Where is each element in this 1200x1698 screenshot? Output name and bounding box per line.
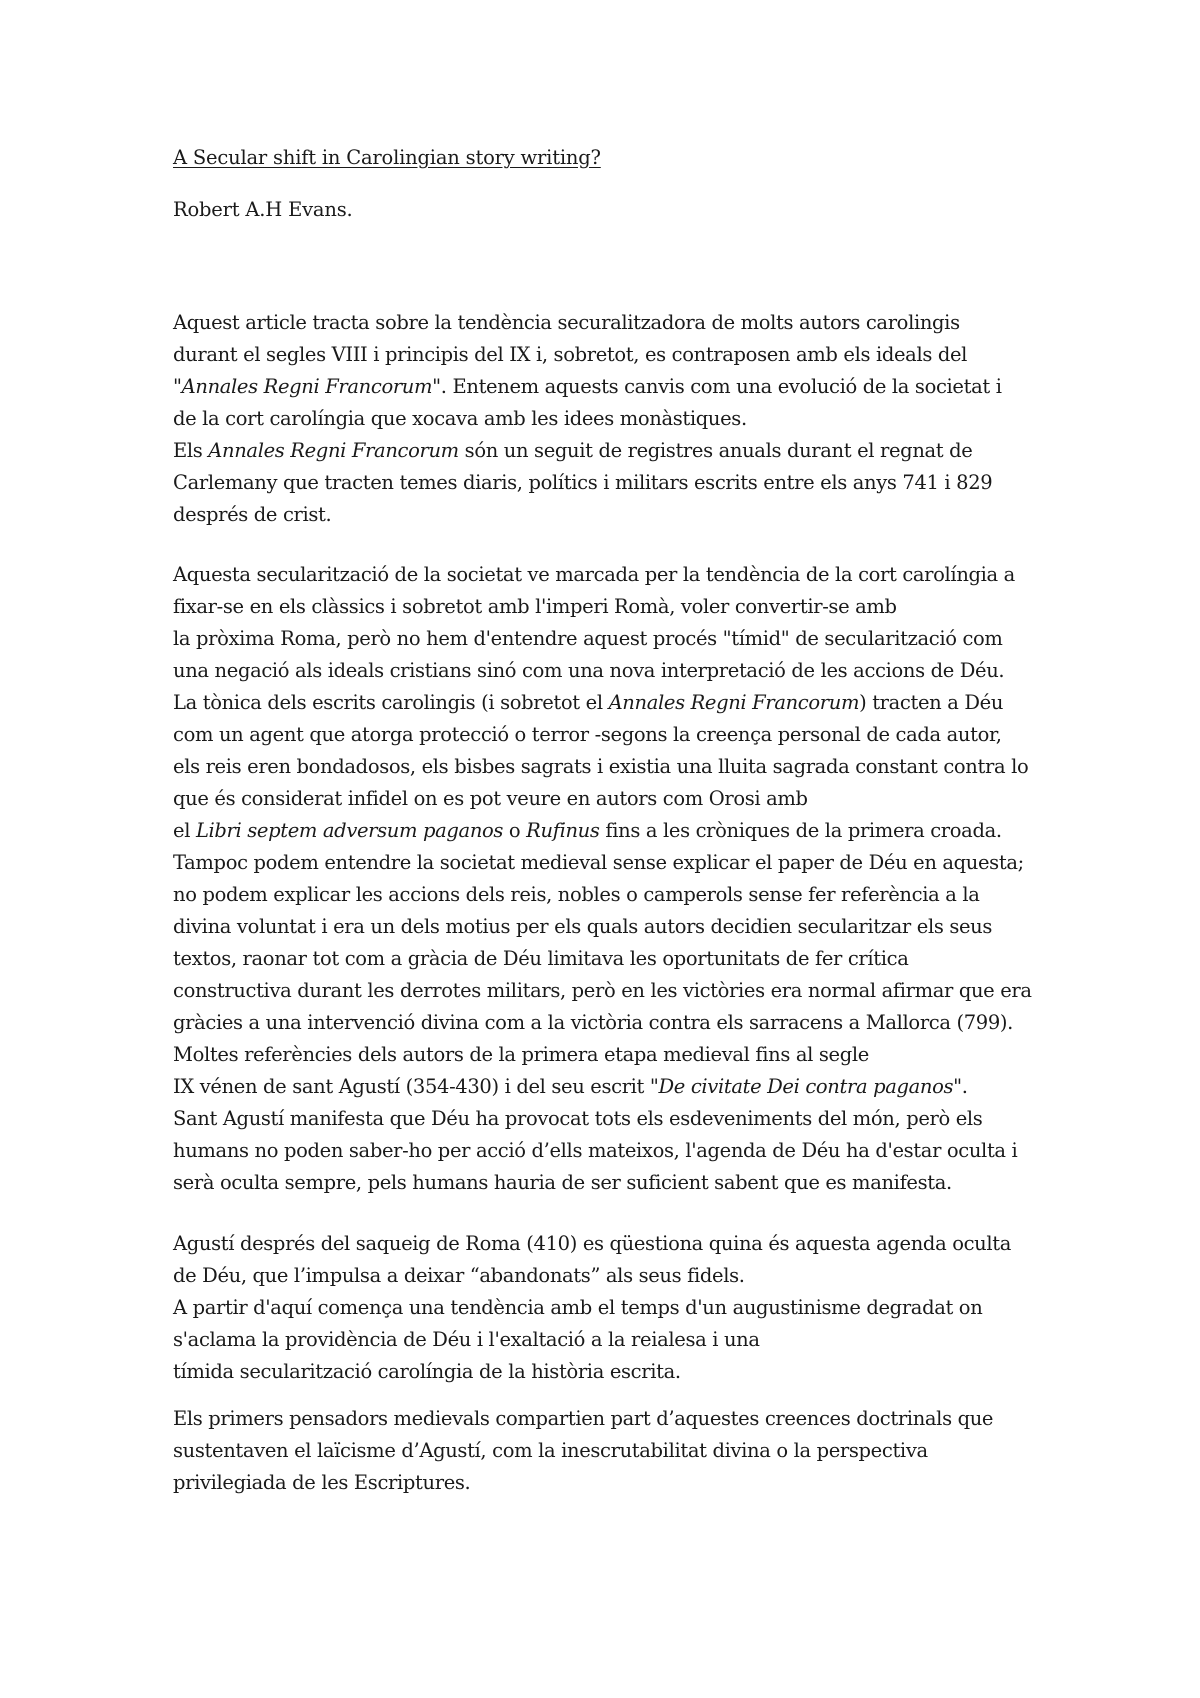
text-line bbox=[173, 435, 1073, 467]
text-line bbox=[173, 623, 1073, 655]
text-run: Aquest article tracta sobre la tendència securalitzadora de molts autors carolingis bbox=[173, 311, 960, 334]
text-run: Aquesta secularització de la societat ve marcada per la tendència de la cort carolíngia a bbox=[173, 563, 1015, 586]
text-line bbox=[173, 1292, 1073, 1324]
text-line bbox=[173, 1356, 1073, 1388]
text-run: tímida secularització carolíngia de la història escrita. bbox=[173, 1360, 681, 1383]
text-run: divina voluntat i era un dels motius per els quals autors decidien secularitzar els seus bbox=[173, 915, 993, 938]
text-line bbox=[173, 879, 1073, 911]
text-line bbox=[173, 751, 1073, 783]
text-run: Els bbox=[173, 439, 209, 462]
document-title: A Secular shift in Carolingian story writing? bbox=[173, 146, 601, 169]
text-run: Carlemany que tracten temes diaris, polítics i militars escrits entre els anys 741 i 829 bbox=[173, 471, 993, 494]
text-line bbox=[173, 1403, 1073, 1435]
document-author: Robert A.H Evans. bbox=[173, 198, 353, 221]
text-line bbox=[173, 655, 1073, 687]
text-run: Sant Agustí manifesta que Déu ha provocat tots els esdeveniments del món, però els bbox=[173, 1107, 983, 1130]
text-run: sustentaven el laïcisme d’Agustí, com la inescrutabilitat divina o la perspectiva bbox=[173, 1439, 928, 1462]
text-line bbox=[173, 1435, 1073, 1467]
text-run: Agustí després del saqueig de Roma (410) es qüestiona quina és aquesta agenda oculta bbox=[173, 1232, 1012, 1255]
text-run: són un seguit de registres anuals durant el regnat de bbox=[458, 439, 973, 462]
italic-title: Libri septem adversum paganos bbox=[195, 819, 504, 842]
text-run: Moltes referències dels autors de la primera etapa medieval fins al segle bbox=[173, 1043, 869, 1066]
text-line bbox=[173, 719, 1073, 751]
text-line bbox=[173, 1260, 1073, 1292]
text-run: ". bbox=[953, 1075, 968, 1098]
text-run: textos, raonar tot com a gràcia de Déu limitava les oportunitats de fer crítica bbox=[173, 947, 909, 970]
text-run: humans no poden saber-ho per acció d’ells mateixos, l'agenda de Déu ha d'estar oculta i bbox=[173, 1139, 1018, 1162]
paragraph-3 bbox=[173, 1228, 1073, 1388]
text-line bbox=[173, 847, 1073, 879]
text-line bbox=[173, 783, 1073, 815]
text-line bbox=[173, 943, 1073, 975]
text-line bbox=[173, 911, 1073, 943]
text-run: gràcies a una intervenció divina com a la victòria contra els sarracens a Mallorca (799). bbox=[173, 1011, 1014, 1034]
text-run: IX vénen de sant Agustí (354-430) i del seu escrit " bbox=[173, 1075, 659, 1098]
text-run: els reis eren bondadosos, els bisbes sagrats i existia una lluita sagrada constant contra lo bbox=[173, 755, 1029, 778]
text-run: A partir d'aquí comença una tendència amb el temps d'un augustinisme degradat on bbox=[173, 1296, 983, 1319]
italic-title: Annales Regni Francorum bbox=[208, 439, 459, 462]
text-run: ) tracten a Déu bbox=[859, 691, 1004, 714]
text-run: com un agent que atorga protecció o terror -segons la creença personal de cada autor, bbox=[173, 723, 1002, 746]
text-line bbox=[173, 307, 1073, 339]
text-run: serà oculta sempre, pels humans hauria de ser suficient sabent que es manifesta. bbox=[173, 1171, 952, 1194]
italic-title: De civitate Dei contra paganos bbox=[658, 1075, 954, 1098]
text-run: La tònica dels escrits carolingis (i sobretot el bbox=[173, 691, 609, 714]
text-line bbox=[173, 371, 1073, 403]
text-run: Els primers pensadors medievals compartien part d’aquestes creences doctrinals que bbox=[173, 1407, 994, 1430]
text-run: el bbox=[173, 819, 196, 842]
text-line bbox=[173, 1039, 1073, 1071]
text-line bbox=[173, 1467, 1073, 1499]
text-line bbox=[173, 339, 1073, 371]
text-run: fins a les cròniques de la primera croada. bbox=[599, 819, 1002, 842]
text-run: que és considerat infidel on es pot veure en autors com Orosi amb bbox=[173, 787, 808, 810]
paragraph-1 bbox=[173, 307, 1073, 531]
text-run: ". Entenem aquests canvis com una evolució de la societat i bbox=[432, 375, 1002, 398]
paragraph-2 bbox=[173, 559, 1073, 1199]
text-line bbox=[173, 1135, 1073, 1167]
text-line bbox=[173, 559, 1073, 591]
text-line bbox=[173, 687, 1073, 719]
text-run: fixar-se en els clàssics i sobretot amb l'imperi Romà, voler convertir-se amb bbox=[173, 595, 897, 618]
text-line bbox=[173, 1167, 1073, 1199]
text-line bbox=[173, 467, 1073, 499]
text-line bbox=[173, 975, 1073, 1007]
text-line bbox=[173, 1324, 1073, 1356]
text-line bbox=[173, 1007, 1073, 1039]
text-run: s'aclama la providència de Déu i l'exaltació a la reialesa i una bbox=[173, 1328, 760, 1351]
text-run: constructiva durant les derrotes militars, però en les victòries era normal afirmar que era bbox=[173, 979, 1032, 1002]
text-run: privilegiada de les Escriptures. bbox=[173, 1471, 471, 1494]
text-run: durant el segles VIII i principis del IX i, sobretot, es contraposen amb els ideals del bbox=[173, 343, 968, 366]
text-line bbox=[173, 591, 1073, 623]
text-run: o bbox=[503, 819, 527, 842]
text-run: de la cort carolíngia que xocava amb les idees monàstiques. bbox=[173, 407, 747, 430]
text-run: després de crist. bbox=[173, 503, 332, 526]
text-run: no podem explicar les accions dels reis, nobles o camperols sense fer referència a la bbox=[173, 883, 980, 906]
text-line bbox=[173, 1103, 1073, 1135]
text-line bbox=[173, 403, 1073, 435]
text-line bbox=[173, 815, 1073, 847]
italic-title: Annales Regni Francorum bbox=[608, 691, 860, 714]
paragraph-4 bbox=[173, 1403, 1073, 1499]
italic-title: Annales Regni Francorum bbox=[181, 375, 433, 398]
text-line bbox=[173, 1228, 1073, 1260]
text-run: " bbox=[173, 375, 182, 398]
text-line bbox=[173, 499, 1073, 531]
text-run: de Déu, que l’impulsa a deixar “abandonats” als seus fidels. bbox=[173, 1264, 745, 1287]
text-run: la pròxima Roma, però no hem d'entendre aquest procés "tímid" de secularització com bbox=[173, 627, 1003, 650]
text-line bbox=[173, 1071, 1073, 1103]
italic-title: Rufinus bbox=[526, 819, 600, 842]
text-run: Tampoc podem entendre la societat medieval sense explicar el paper de Déu en aquesta; bbox=[173, 851, 1024, 874]
text-run: una negació als ideals cristians sinó com una nova interpretació de les accions de Déu. bbox=[173, 659, 1005, 682]
